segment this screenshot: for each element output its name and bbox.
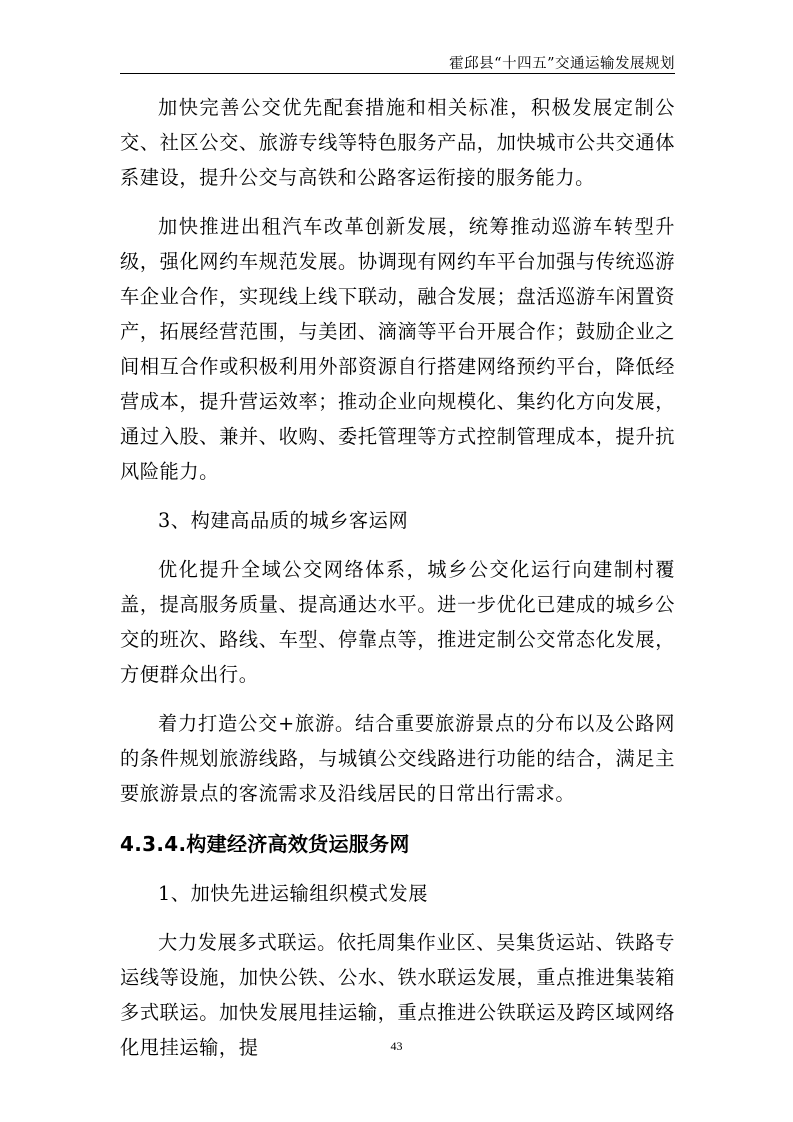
page-number: 43 xyxy=(390,1039,403,1053)
paragraph-bus-priority: 加快完善公交优先配套措施和相关标准，积极发展定制公交、社区公交、旅游专线等特色服务产品，加快城市公共交通体系建设，提升公交与高铁和公路客运衔接的服务能力。 xyxy=(120,96,675,189)
header-title: 霍邱县“十四五”交通运输发展规划 xyxy=(449,56,675,72)
running-header xyxy=(120,52,675,72)
section-heading-freight: 4.3.4.构建经济高效货运服务网 xyxy=(120,832,410,856)
subheading-transport-organization: 1、加快先进运输组织模式发展 xyxy=(158,882,429,905)
paragraph-multimodal-transport: 大力发展多式联运。依托周集作业区、吴集货运站、铁路专运线等设施，加快公铁、公水、铁水联运发展，重点推进集装箱多式联运。加快发展甩挂运输，重点推进公铁联运及跨区域网络化甩挂运输，提 xyxy=(120,931,675,1059)
paragraph-public-transit-network: 优化提升全域公交网络体系，城乡公交化运行向建制村覆盖，提高服务质量、提高通达水平。进一步优化已建成的城乡公交的班次、路线、车型、停靠点等，推进定制公交常态化发展，方便群众出行。 xyxy=(120,558,675,686)
subheading-urban-rural-network: 3、构建高品质的城乡客运网 xyxy=(158,509,409,532)
header-divider xyxy=(120,73,675,74)
paragraph-transit-tourism: 着力打造公交+旅游。结合重要旅游景点的分布以及公路网的条件规划旅游线路，与城镇公交线路进行功能的结合，满足主要旅游景点的客流需求及沿线居民的日常出行需求。 xyxy=(120,712,675,805)
page-body xyxy=(120,90,675,1079)
paragraph-taxi-reform: 加快推进出租汽车改革创新发展，统筹推动巡游车转型升级，强化网约车规范发展。协调现有网约车平台加强与传统巡游车企业合作，实现线上线下联动，融合发展；盘活巡游车闲置资产，拓展经营范围，与美团、滴滴等平台开展合作；鼓励企业之间相互合作或积极利用外部资源自行搭建网络预约平台，降低经营成本，提升营运效率；推动企业向规模化、集约化方向发展，通过入股、兼并、收购、委托管理等方式控制管理成本，提升抗风险能力。 xyxy=(120,215,675,483)
